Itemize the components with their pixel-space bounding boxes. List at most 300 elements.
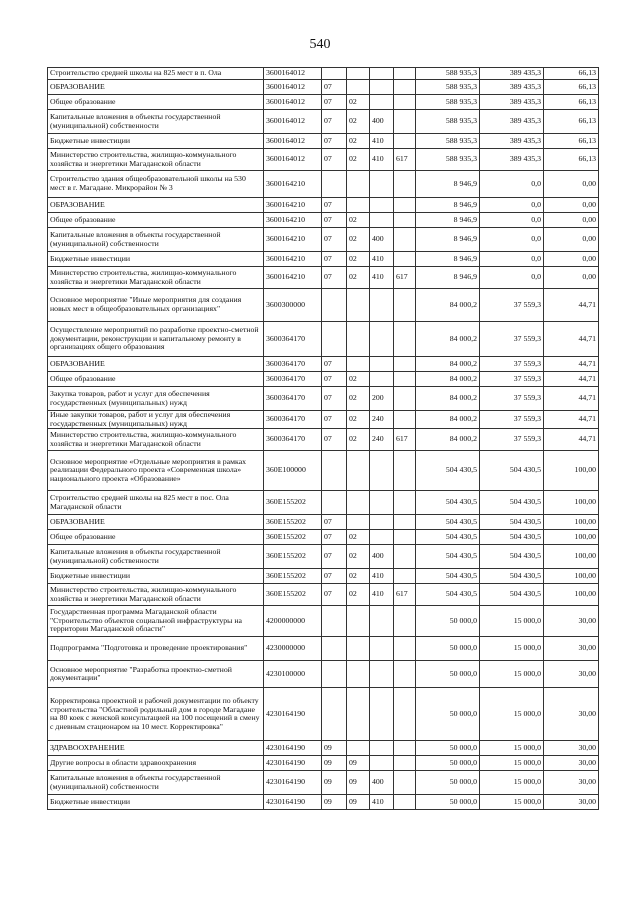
row-admin-code <box>394 289 416 322</box>
row-code: 3600364170 <box>264 357 322 372</box>
row-fact-amount: 37 559,3 <box>480 357 544 372</box>
row-plan-amount: 50 000,0 <box>416 688 480 741</box>
row-section: 07 <box>322 357 347 372</box>
row-code: 3600164012 <box>264 68 322 80</box>
row-plan-amount: 588 935,3 <box>416 95 480 110</box>
row-expense-type <box>370 661 394 688</box>
row-plan-amount: 84 000,2 <box>416 357 480 372</box>
row-subsection <box>347 661 370 688</box>
row-name: Капитальные вложения в объекты государственной (муниципальной) собственности <box>48 545 264 569</box>
row-expense-type <box>370 637 394 661</box>
row-name: ОБРАЗОВАНИЕ <box>48 357 264 372</box>
row-name: Общее образование <box>48 213 264 228</box>
row-expense-type <box>370 372 394 387</box>
row-percent: 30,00 <box>544 688 599 741</box>
row-fact-amount: 389 435,3 <box>480 110 544 134</box>
row-plan-amount: 8 946,9 <box>416 228 480 252</box>
row-section: 07 <box>322 545 347 569</box>
row-plan-amount: 504 430,5 <box>416 545 480 569</box>
row-plan-amount: 588 935,3 <box>416 134 480 149</box>
row-expense-type <box>370 515 394 530</box>
row-code: 4230164190 <box>264 688 322 741</box>
table-row <box>48 530 599 545</box>
row-name: Министерство строительства, жилищно-коммунального хозяйства и энергетики Магаданской области <box>48 429 264 451</box>
row-fact-amount: 389 435,3 <box>480 80 544 95</box>
row-code: 3600164012 <box>264 149 322 171</box>
row-expense-type <box>370 198 394 213</box>
row-section: 07 <box>322 429 347 451</box>
row-subsection <box>347 198 370 213</box>
row-subsection: 02 <box>347 387 370 411</box>
row-expense-type <box>370 451 394 491</box>
table-row <box>48 545 599 569</box>
row-plan-amount: 50 000,0 <box>416 661 480 688</box>
row-code: 4230000000 <box>264 637 322 661</box>
row-admin-code: 617 <box>394 429 416 451</box>
row-subsection: 02 <box>347 429 370 451</box>
row-code: 4230164190 <box>264 795 322 810</box>
row-code: 4230164190 <box>264 741 322 756</box>
table-row <box>48 756 599 771</box>
row-code: 4200000000 <box>264 606 322 637</box>
table-row <box>48 213 599 228</box>
row-name: Строительство здания общеобразовательной школы на 530 мест в г. Магадане. Микрорайон № 3 <box>48 171 264 198</box>
row-expense-type <box>370 741 394 756</box>
row-section: 09 <box>322 795 347 810</box>
table-row <box>48 134 599 149</box>
row-plan-amount: 84 000,2 <box>416 411 480 429</box>
row-subsection: 09 <box>347 771 370 795</box>
row-fact-amount: 37 559,3 <box>480 322 544 357</box>
row-code: 360E155202 <box>264 569 322 584</box>
row-code: 3600364170 <box>264 411 322 429</box>
row-expense-type <box>370 756 394 771</box>
row-fact-amount: 504 430,5 <box>480 491 544 515</box>
row-code: 3600164210 <box>264 252 322 267</box>
row-section: 07 <box>322 95 347 110</box>
row-percent: 30,00 <box>544 771 599 795</box>
row-section: 07 <box>322 584 347 606</box>
table-row <box>48 198 599 213</box>
row-code: 3600164210 <box>264 198 322 213</box>
row-expense-type <box>370 491 394 515</box>
row-code: 360E155202 <box>264 491 322 515</box>
table-row <box>48 637 599 661</box>
row-expense-type <box>370 606 394 637</box>
table-row <box>48 606 599 637</box>
table-row <box>48 569 599 584</box>
row-percent: 100,00 <box>544 491 599 515</box>
row-expense-type: 200 <box>370 387 394 411</box>
row-admin-code <box>394 110 416 134</box>
table-row <box>48 228 599 252</box>
row-percent: 0,00 <box>544 171 599 198</box>
row-admin-code <box>394 372 416 387</box>
table-row <box>48 95 599 110</box>
table-row <box>48 110 599 134</box>
row-section: 07 <box>322 411 347 429</box>
row-plan-amount: 8 946,9 <box>416 171 480 198</box>
row-subsection <box>347 80 370 95</box>
row-code: 360E155202 <box>264 515 322 530</box>
table-row <box>48 357 599 372</box>
row-admin-code <box>394 357 416 372</box>
row-fact-amount: 15 000,0 <box>480 795 544 810</box>
row-name: Иные закупки товаров, работ и услуг для обеспечения государственных (муниципальных) нужд <box>48 411 264 429</box>
row-percent: 66,13 <box>544 80 599 95</box>
row-admin-code <box>394 795 416 810</box>
row-name: Строительство средней школы на 825 мест в п. Ола <box>48 68 264 80</box>
row-expense-type <box>370 213 394 228</box>
table-row <box>48 795 599 810</box>
row-fact-amount: 37 559,3 <box>480 411 544 429</box>
row-percent: 30,00 <box>544 795 599 810</box>
row-subsection: 02 <box>347 149 370 171</box>
row-plan-amount: 84 000,2 <box>416 387 480 411</box>
row-section <box>322 289 347 322</box>
row-percent: 30,00 <box>544 741 599 756</box>
row-name: Строительство средней школы на 825 мест в пос. Ола Магаданской области <box>48 491 264 515</box>
row-admin-code <box>394 661 416 688</box>
row-section <box>322 451 347 491</box>
row-code: 3600300000 <box>264 289 322 322</box>
row-code: 3600164210 <box>264 171 322 198</box>
table-row <box>48 741 599 756</box>
row-fact-amount: 504 430,5 <box>480 515 544 530</box>
row-section: 07 <box>322 387 347 411</box>
table-row <box>48 387 599 411</box>
row-admin-code <box>394 134 416 149</box>
row-code: 4230164190 <box>264 756 322 771</box>
table-row <box>48 80 599 95</box>
row-plan-amount: 8 946,9 <box>416 252 480 267</box>
row-name: Общее образование <box>48 530 264 545</box>
row-subsection <box>347 68 370 80</box>
row-name: Общее образование <box>48 372 264 387</box>
row-plan-amount: 50 000,0 <box>416 637 480 661</box>
row-subsection: 02 <box>347 95 370 110</box>
row-name: Министерство строительства, жилищно-коммунального хозяйства и энергетики Магаданской области <box>48 267 264 289</box>
row-section: 07 <box>322 134 347 149</box>
row-expense-type <box>370 322 394 357</box>
row-percent: 0,00 <box>544 228 599 252</box>
row-subsection <box>347 451 370 491</box>
table-row <box>48 289 599 322</box>
row-name: Бюджетные инвестиции <box>48 795 264 810</box>
table-row <box>48 171 599 198</box>
row-subsection <box>347 637 370 661</box>
row-code: 360E155202 <box>264 545 322 569</box>
row-fact-amount: 37 559,3 <box>480 387 544 411</box>
row-section: 07 <box>322 569 347 584</box>
row-admin-code <box>394 68 416 80</box>
row-subsection <box>347 289 370 322</box>
row-percent: 44,71 <box>544 411 599 429</box>
row-section: 07 <box>322 80 347 95</box>
table-row <box>48 252 599 267</box>
row-expense-type: 240 <box>370 429 394 451</box>
row-fact-amount: 504 430,5 <box>480 584 544 606</box>
row-section <box>322 637 347 661</box>
row-expense-type: 410 <box>370 149 394 171</box>
row-expense-type: 410 <box>370 134 394 149</box>
row-fact-amount: 389 435,3 <box>480 149 544 171</box>
row-admin-code <box>394 688 416 741</box>
row-expense-type: 410 <box>370 795 394 810</box>
row-subsection: 02 <box>347 110 370 134</box>
row-admin-code <box>394 387 416 411</box>
row-admin-code <box>394 95 416 110</box>
row-code: 360E155202 <box>264 530 322 545</box>
row-name: Министерство строительства, жилищно-коммунального хозяйства и энергетики Магаданской области <box>48 149 264 171</box>
row-section <box>322 322 347 357</box>
row-admin-code: 617 <box>394 267 416 289</box>
row-percent: 44,71 <box>544 357 599 372</box>
table-row <box>48 688 599 741</box>
row-plan-amount: 504 430,5 <box>416 451 480 491</box>
row-expense-type: 400 <box>370 771 394 795</box>
row-code: 3600164012 <box>264 134 322 149</box>
row-fact-amount: 389 435,3 <box>480 95 544 110</box>
row-name: Осуществление мероприятий по разработке проектно-сметной документации, реконструкции и капитальному ремонту в организациях общего образования <box>48 322 264 357</box>
row-section: 07 <box>322 198 347 213</box>
row-plan-amount: 588 935,3 <box>416 149 480 171</box>
row-section: 07 <box>322 515 347 530</box>
row-percent: 30,00 <box>544 756 599 771</box>
row-name: Бюджетные инвестиции <box>48 134 264 149</box>
row-percent: 0,00 <box>544 252 599 267</box>
row-subsection <box>347 688 370 741</box>
row-plan-amount: 588 935,3 <box>416 80 480 95</box>
row-percent: 44,71 <box>544 429 599 451</box>
table-row <box>48 322 599 357</box>
row-admin-code <box>394 491 416 515</box>
row-percent: 44,71 <box>544 322 599 357</box>
row-percent: 30,00 <box>544 661 599 688</box>
row-admin-code: 617 <box>394 584 416 606</box>
row-subsection <box>347 606 370 637</box>
row-name: Министерство строительства, жилищно-коммунального хозяйства и энергетики Магаданской области <box>48 584 264 606</box>
row-section: 07 <box>322 530 347 545</box>
row-name: Корректировка проектной и рабочей документации по объекту строительства "Областной родильный дом в городе Магадане на 80 коек с женской консультацией на 100 посещений в смену с дневным стационаром на 10 мест. Корректировка" <box>48 688 264 741</box>
row-plan-amount: 588 935,3 <box>416 68 480 80</box>
row-section: 07 <box>322 110 347 134</box>
row-section: 07 <box>322 149 347 171</box>
row-subsection: 02 <box>347 228 370 252</box>
row-fact-amount: 504 430,5 <box>480 530 544 545</box>
budget-table-body <box>48 68 599 810</box>
table-row <box>48 451 599 491</box>
row-subsection: 02 <box>347 213 370 228</box>
row-expense-type: 410 <box>370 252 394 267</box>
row-section <box>322 606 347 637</box>
row-fact-amount: 0,0 <box>480 267 544 289</box>
row-expense-type <box>370 80 394 95</box>
row-code: 3600364170 <box>264 387 322 411</box>
row-subsection <box>347 357 370 372</box>
row-subsection: 02 <box>347 372 370 387</box>
row-name: Капитальные вложения в объекты государственной (муниципальной) собственности <box>48 771 264 795</box>
row-admin-code <box>394 637 416 661</box>
row-plan-amount: 84 000,2 <box>416 429 480 451</box>
row-percent: 0,00 <box>544 267 599 289</box>
row-section <box>322 688 347 741</box>
row-name: Капитальные вложения в объекты государственной (муниципальной) собственности <box>48 228 264 252</box>
row-subsection: 02 <box>347 411 370 429</box>
row-admin-code <box>394 771 416 795</box>
row-section: 07 <box>322 372 347 387</box>
row-name: Бюджетные инвестиции <box>48 569 264 584</box>
row-admin-code <box>394 252 416 267</box>
row-expense-type <box>370 688 394 741</box>
row-subsection <box>347 171 370 198</box>
row-expense-type <box>370 171 394 198</box>
table-row <box>48 149 599 171</box>
row-admin-code <box>394 515 416 530</box>
row-section <box>322 68 347 80</box>
row-percent: 66,13 <box>544 149 599 171</box>
row-expense-type <box>370 357 394 372</box>
row-percent: 100,00 <box>544 545 599 569</box>
table-row <box>48 771 599 795</box>
row-plan-amount: 504 430,5 <box>416 584 480 606</box>
row-admin-code <box>394 213 416 228</box>
row-percent: 30,00 <box>544 637 599 661</box>
row-expense-type <box>370 68 394 80</box>
row-percent: 66,13 <box>544 95 599 110</box>
row-plan-amount: 50 000,0 <box>416 795 480 810</box>
row-admin-code: 617 <box>394 149 416 171</box>
row-subsection <box>347 322 370 357</box>
row-code: 4230164190 <box>264 771 322 795</box>
row-fact-amount: 0,0 <box>480 252 544 267</box>
row-fact-amount: 389 435,3 <box>480 134 544 149</box>
row-admin-code <box>394 569 416 584</box>
row-expense-type: 400 <box>370 545 394 569</box>
row-code: 3600164210 <box>264 228 322 252</box>
row-fact-amount: 37 559,3 <box>480 429 544 451</box>
row-admin-code <box>394 80 416 95</box>
row-admin-code <box>394 171 416 198</box>
row-code: 3600364170 <box>264 372 322 387</box>
row-code: 3600164210 <box>264 267 322 289</box>
row-subsection <box>347 515 370 530</box>
row-plan-amount: 504 430,5 <box>416 569 480 584</box>
row-subsection: 09 <box>347 795 370 810</box>
row-admin-code <box>394 756 416 771</box>
row-code: 3600364170 <box>264 322 322 357</box>
row-percent: 100,00 <box>544 584 599 606</box>
row-name: Другие вопросы в области здравоохранения <box>48 756 264 771</box>
row-admin-code <box>394 530 416 545</box>
row-plan-amount: 588 935,3 <box>416 110 480 134</box>
row-subsection: 02 <box>347 530 370 545</box>
row-fact-amount: 0,0 <box>480 213 544 228</box>
row-plan-amount: 50 000,0 <box>416 756 480 771</box>
row-fact-amount: 504 430,5 <box>480 545 544 569</box>
row-percent: 44,71 <box>544 372 599 387</box>
table-row <box>48 661 599 688</box>
row-fact-amount: 15 000,0 <box>480 637 544 661</box>
row-name: ОБРАЗОВАНИЕ <box>48 198 264 213</box>
row-section <box>322 171 347 198</box>
row-section: 07 <box>322 213 347 228</box>
row-admin-code <box>394 451 416 491</box>
row-section: 07 <box>322 252 347 267</box>
row-subsection: 02 <box>347 134 370 149</box>
row-percent: 0,00 <box>544 213 599 228</box>
budget-table <box>47 67 599 810</box>
table-row <box>48 429 599 451</box>
row-name: Основное мероприятие "Иные мероприятия для создания новых мест в общеобразовательных организациях" <box>48 289 264 322</box>
table-row <box>48 372 599 387</box>
row-percent: 100,00 <box>544 569 599 584</box>
row-fact-amount: 15 000,0 <box>480 756 544 771</box>
page-number: 540 <box>309 37 331 52</box>
row-percent: 100,00 <box>544 451 599 491</box>
row-name: ОБРАЗОВАНИЕ <box>48 515 264 530</box>
table-row <box>48 68 599 80</box>
row-section <box>322 661 347 688</box>
row-fact-amount: 37 559,3 <box>480 372 544 387</box>
row-code: 3600164012 <box>264 95 322 110</box>
row-percent: 44,71 <box>544 289 599 322</box>
row-expense-type: 240 <box>370 411 394 429</box>
row-expense-type: 400 <box>370 228 394 252</box>
row-admin-code <box>394 606 416 637</box>
row-code: 360E155202 <box>264 584 322 606</box>
row-fact-amount: 389 435,3 <box>480 68 544 80</box>
row-fact-amount: 15 000,0 <box>480 741 544 756</box>
row-fact-amount: 15 000,0 <box>480 771 544 795</box>
row-percent: 0,00 <box>544 198 599 213</box>
row-name: Основное мероприятие "Разработка проектно-сметной документации" <box>48 661 264 688</box>
row-plan-amount: 8 946,9 <box>416 198 480 213</box>
row-subsection <box>347 491 370 515</box>
row-expense-type: 400 <box>370 110 394 134</box>
row-admin-code <box>394 322 416 357</box>
row-name: ЗДРАВООХРАНЕНИЕ <box>48 741 264 756</box>
table-row <box>48 515 599 530</box>
row-expense-type <box>370 530 394 545</box>
row-plan-amount: 504 430,5 <box>416 530 480 545</box>
row-percent: 66,13 <box>544 68 599 80</box>
row-fact-amount: 15 000,0 <box>480 606 544 637</box>
row-code: 360E100000 <box>264 451 322 491</box>
row-subsection: 02 <box>347 545 370 569</box>
row-name: Капитальные вложения в объекты государственной (муниципальной) собственности <box>48 110 264 134</box>
row-subsection: 02 <box>347 569 370 584</box>
row-expense-type: 410 <box>370 267 394 289</box>
row-percent: 30,00 <box>544 606 599 637</box>
table-row <box>48 411 599 429</box>
row-plan-amount: 504 430,5 <box>416 515 480 530</box>
row-plan-amount: 84 000,2 <box>416 372 480 387</box>
row-admin-code <box>394 198 416 213</box>
row-fact-amount: 15 000,0 <box>480 661 544 688</box>
table-row <box>48 584 599 606</box>
row-subsection: 09 <box>347 756 370 771</box>
row-plan-amount: 84 000,2 <box>416 289 480 322</box>
row-section: 07 <box>322 267 347 289</box>
row-code: 3600364170 <box>264 429 322 451</box>
row-expense-type <box>370 289 394 322</box>
row-admin-code <box>394 411 416 429</box>
row-fact-amount: 504 430,5 <box>480 451 544 491</box>
row-subsection: 02 <box>347 252 370 267</box>
row-name: Общее образование <box>48 95 264 110</box>
row-name: Бюджетные инвестиции <box>48 252 264 267</box>
